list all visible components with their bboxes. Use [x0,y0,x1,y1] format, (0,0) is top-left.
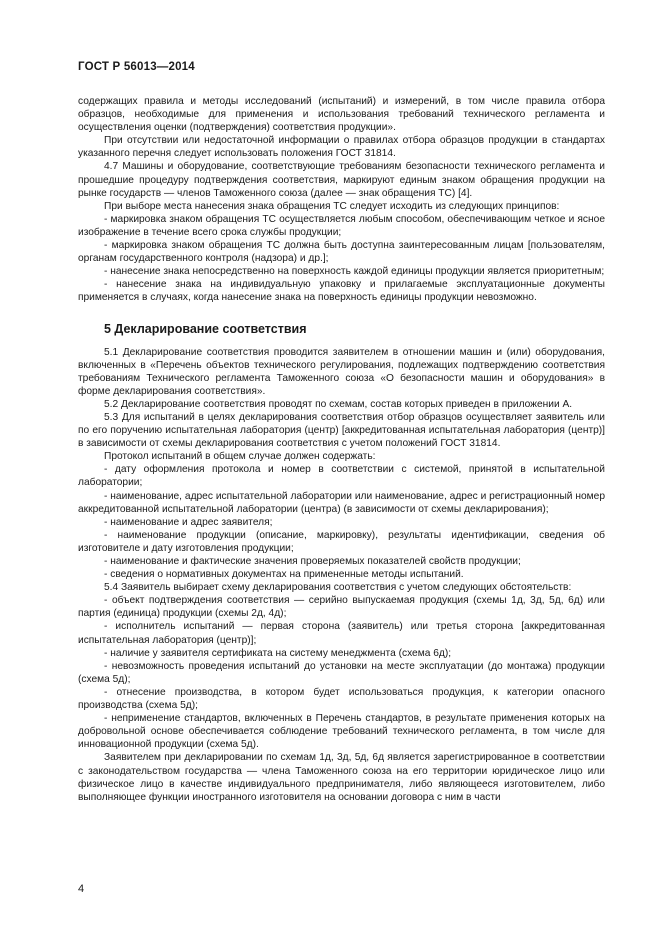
paragraph: содержащих правила и методы исследований (испытаний) и измерений, в том числе правила отбора образцов, необходимые для применения и использования требований технического регламента и осуществления оценки (подтверждения) соответствия продукции». [78,96,605,134]
list-item: - невозможность проведения испытаний до установки на месте эксплуатации (до монтажа) продукции (схема 5д); [78,660,605,685]
document-body [78,95,605,804]
paragraph: Протокол испытаний в общем случае должен содержать: [104,451,376,463]
list-item: - исполнитель испытаний — первая сторона (заявитель) или третья сторона [аккредитованная испытательная лаборатория (центр)]; [78,621,605,646]
list-item: - маркировка знаком обращения ТС осуществляется любым способом, обеспечивающим четкое и ясное изображение в течение всего срока службы продукции; [78,213,605,238]
paragraph-5-1: 5.1 Декларирование соответствия проводится заявителем в отношении машин и (или) оборудования, включенных в «Перечень объектов технического регулирования, подлежащих подтверждению соответствия требованиям Технического регламента Таможенного союза «О безопасности машин и оборудования» в форме декларирования соответствия». [78,346,605,397]
list-item: - нанесение знака на индивидуальную упаковку и прилагаемые эксплуатационные документы применяется в случаях, когда нанесение знака на поверхность единицы продукции невозможно. [78,279,605,304]
paragraph-4-7: 4.7 Машины и оборудование, соответствующие требованиям безопасности технического регламента и прошедшие процедуру подтверждения соответствия, маркируют единым знаком обращения продукции на рынке государств — членов Таможенного союза (далее — знак обращения ТС) [4]. [78,161,605,199]
list-item: - дату оформления протокола и номер в соответствии с системой, принятой в испытательной лаборатории; [78,464,605,489]
list-item: - нанесение знака непосредственно на поверхность каждой единицы продукции является приоритетным; [104,266,605,278]
page-number: 4 [78,883,85,895]
paragraph: При выборе места нанесения знака обращения ТС следует исходить из следующих принципов: [104,200,560,212]
list-item: - объект подтверждения соответствия — серийно выпускаемая продукция (схемы 1д, 3д, 5д, 6д) или партия (единица) продукции (схемы 2д, 4д); [78,595,605,620]
paragraph: При отсутствии или недостаточной информации о правилах отбора образцов продукции в стандартах указанного перечня следует использовать положения ГОСТ 31814. [78,135,605,160]
list-item: - наименование, адрес испытательной лаборатории или наименование, адрес и регистрационный номер аккредитованной испытательной лаборатории (центра) (в зависимости от схемы декларирования); [78,490,605,515]
paragraph-5-4: 5.4 Заявитель выбирает схему декларирования соответствия с учетом следующих обстоятельств: [104,582,572,594]
list-item: - наличие у заявителя сертификата на систему менеджмента (схема 6д); [104,647,452,659]
list-item: - неприменение стандартов, включенных в Перечень стандартов, в результате применения которых на добровольной основе обеспечивается соблюдение требований технического регламента, в том числе для инновационной продукции (схема 5д). [78,713,605,751]
list-item: - сведения о нормативных документах на примененные методы испытаний. [104,569,464,581]
list-item: - наименование продукции (описание, маркировку), результаты идентификации, сведения об изготовителе и дату изготовления продукции; [78,529,605,554]
list-item: - отнесение производства, в котором будет использоваться продукция, к категории опасного производства (схема 5д); [78,686,605,712]
list-item: - маркировка знаком обращения ТС должна быть доступна заинтересованным лицам [пользователям, органам государственного контроля (надзора) и др.]; [78,240,605,265]
paragraph-5-3: 5.3 Для испытаний в целях декларирования соответствия отбор образцов осуществляет заявитель или по его поручению испытательная лаборатория (центр) [аккредитованная испытательная лаборатория (центр)] в зависимости от схемы декларирования соответствия с учетом положений ГОСТ 31814. [78,411,605,450]
section-title: 5 Декларирование соответствия [104,321,307,336]
list-item: - наименование и адрес заявителя; [104,516,273,528]
paragraph: Заявителем при декларировании по схемам 1д, 3д, 5д, 6д является зарегистрированное в соответствии с законодательством государства — члена Таможенного союза на его территории юридическое лицо или физическое лицо в качестве индивидуального предпринимателя, либо являющееся изготовителем, либо выполняющее функции иностранного изготовителя на основании договора с ним в части [78,752,605,803]
list-item: - наименование и фактические значения проверяемых показателей свойств продукции; [104,556,521,567]
document-header: ГОСТ Р 56013—2014 [78,61,195,73]
paragraph-5-2: 5.2 Декларирование соответствия проводят по схемам, состав которых приведен в приложении А. [104,398,573,410]
